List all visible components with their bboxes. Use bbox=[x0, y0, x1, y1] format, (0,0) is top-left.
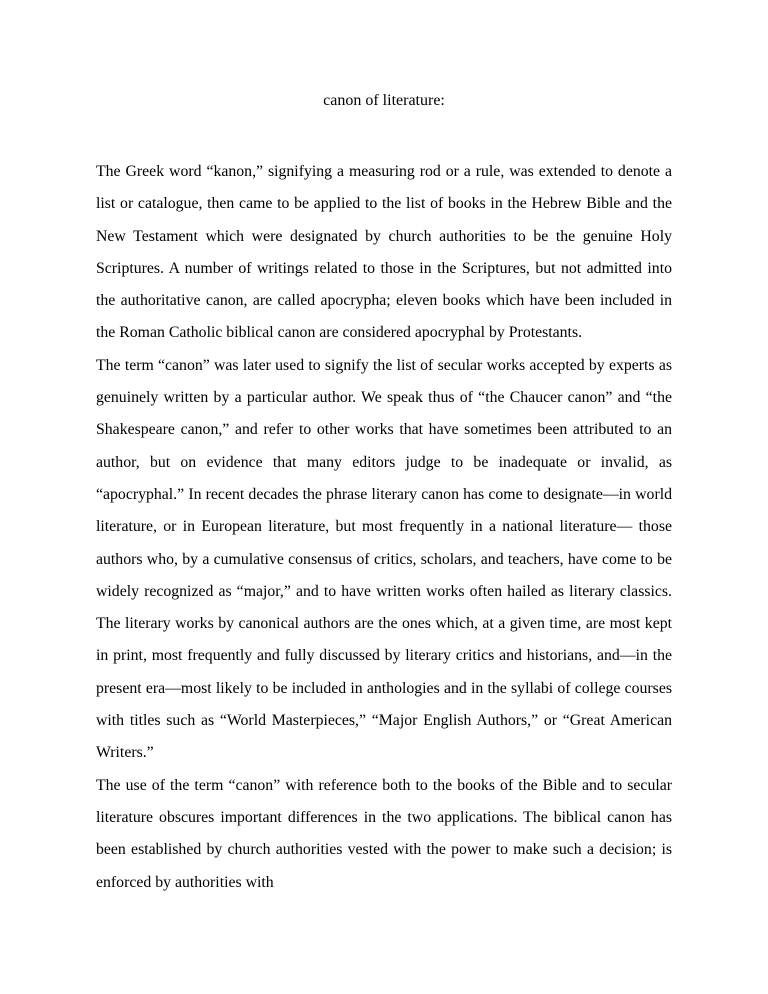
document-body bbox=[96, 156, 672, 899]
document-title: canon of literature: bbox=[323, 92, 445, 109]
paragraph-kanon-origin: The Greek word “kanon,” signifying a measuring rod or a rule, was extended to denote a list or catalogue, then came to be applied to the list of books in the Hebrew Bible and the New Testament which were designated by church authorities to be the genuine Holy Scriptures. A number of writings related to those in the Scriptures, but not admitted into the authoritative canon, are called apocrypha; eleven books which have been included in the Roman Catholic biblical canon are considered apocryphal by Protestants. bbox=[96, 163, 672, 342]
paragraph-biblical-vs-secular: The use of the term “canon” with reference both to the books of the Bible and to secular literature obscures important differences in the two applications. The biblical canon has been established by church authorities vested with the power to make such a decision; is enforced by authorities with bbox=[96, 776, 672, 891]
paragraph-secular-canon: The term “canon” was later used to signify the list of secular works accepted by experts as genuinely written by a particular author. We speak thus of “the Chaucer canon” and “the Shakespeare canon,” and refer to other works that have sometimes been attributed to an author, but on evidence that many editors judge to be inadequate or invalid, as “apocryphal.” In recent decades the phrase literary canon has come to designate—in world literature, or in European literature, but most frequently in a national literature— those authors who, by a cumulative consensus of critics, scholars, and teachers, have come to be widely recognized as “major,” and to have written works often hailed as literary classics. The literary works by canonical authors are the ones which, at a given time, are most kept in print, most frequently and fully discussed by literary critics and historians, and—in the present era—most likely to be included in anthologies and in the syllabi of college courses with titles such as “World Masterpieces,” “Major English Authors,” or “Great American Writers.” bbox=[96, 356, 672, 762]
